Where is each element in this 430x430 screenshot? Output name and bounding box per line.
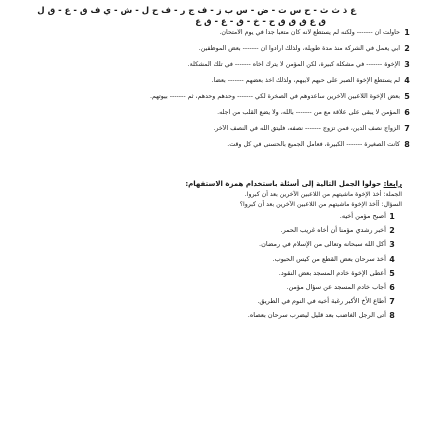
list-item — [10, 240, 414, 254]
item-number: 4 — [404, 77, 410, 85]
list-item — [10, 212, 414, 226]
model-sentence: الجملة: أخذ الإخوة ماشيتهم من اللاعبين الآخرين بعد أن كبروا. — [244, 191, 402, 198]
item-text: أعطى الإخوة خادم المسجد بعض النقود. — [278, 268, 386, 277]
list-item — [10, 29, 414, 45]
item-number: 4 — [389, 254, 395, 264]
item-number: 8 — [389, 311, 395, 321]
letter-bank — [10, 6, 414, 28]
item-number: 5 — [389, 268, 395, 278]
item-text: أصبح مؤمن أخيه. — [339, 212, 386, 220]
item-number: 8 — [404, 141, 410, 149]
list-item — [10, 255, 414, 269]
item-text: لم يستطع الإخوة الصبر على حبهم لأبيهم، ولذلك أخذ بعضهم ------- بعضا. — [211, 77, 400, 84]
item-text: أخذ سرحان بعض القطع من كيس الحبوب. — [272, 254, 386, 263]
item-number: 7 — [389, 297, 395, 307]
list-item — [10, 269, 414, 283]
item-text: بعض الإخوة اللاعبين الآخرين ساعدوهم في الصخرة لكي ------- وحدهم وحدهم، ثم ------- بيوتهم. — [149, 93, 400, 100]
item-text: أتى الرجل الغاضب بعد قليل ليضرب سرحان بعصاه. — [247, 311, 386, 320]
item-number: 1 — [389, 212, 395, 221]
item-text: الإخوة ------- في مشكلة كبيرة، لكن المؤمن لا يترك أخاه ------- في تلك المشكلة. — [187, 61, 400, 68]
exercise-2-list — [10, 212, 414, 326]
section-label: رابعا: — [383, 180, 402, 188]
model-question: السؤال: أأخذ الإخوة ماشيتهم من اللاعبين الآخرين بعد أن كبروا؟ — [239, 201, 402, 208]
list-item — [10, 311, 414, 325]
item-text: الزواج نصف الدين، فمن تزوج ------- نصفه، فليتق الله في النصف الآخر. — [213, 125, 400, 132]
list-item — [10, 226, 414, 240]
item-text: كانت الصغيرة ------- الكبيرة، فعامل الجميع بالحسنى في كل وقت. — [227, 141, 400, 148]
list-item — [10, 125, 414, 141]
item-number: 3 — [389, 240, 395, 250]
item-text: أطاع الأخ الأكبر رغبة أخيه في النوم في الطريق. — [257, 297, 386, 306]
exercise-1-list — [10, 29, 414, 157]
list-item — [10, 109, 414, 125]
item-number: 2 — [389, 226, 395, 236]
section-instruction: حولوا الجمل التالية إلى أسئلة باستخدام همزة الاستفهام: — [185, 180, 382, 188]
list-item — [10, 297, 414, 311]
item-number: 5 — [404, 93, 410, 101]
list-item — [10, 45, 414, 61]
item-text: أكل الله سبحانه وتعالى من الإسلام في رمضان. — [259, 240, 386, 249]
item-text: حاولت أن ------- ولكنه لم يستطع لأنه كان متعبا جدا في يوم الامتحان. — [219, 29, 400, 36]
item-text: أبي يعمل في الشركة منذ مدة طويلة، ولذلك أرادوا أن ------- بعض الموظفين. — [198, 45, 400, 52]
list-item — [10, 93, 414, 109]
list-item — [10, 61, 414, 77]
item-number: 6 — [404, 109, 410, 117]
list-item — [10, 141, 414, 157]
item-number: 3 — [404, 61, 410, 69]
item-number: 2 — [404, 45, 410, 53]
list-item — [10, 77, 414, 93]
item-number: 7 — [404, 125, 410, 133]
letter-bank-line-1: ع ذ ث ث - ح س ت - ض - س ب ز - ف ج ر - ف ح ل - ش - ي ف ق - ع - ق ل — [37, 6, 356, 16]
item-text: أجاب خادم المسجد عن سؤال مؤمن. — [286, 282, 386, 291]
item-text: المؤمن لا يبقى على علاقة مع من ------- بالله، ولا يضع القلب من أجله. — [217, 109, 400, 116]
item-number: 6 — [389, 282, 395, 292]
item-text: أخبر رشدي مؤمنا أن أخاه غريب الحمر. — [280, 226, 386, 235]
item-number: 1 — [404, 29, 410, 37]
exercise-2-title — [10, 179, 414, 190]
exercise-2 — [10, 179, 414, 326]
letter-bank-line-2: ق ع ق ق ق ح - خ - ق - ع - ق ع — [195, 17, 326, 27]
list-item — [10, 283, 414, 297]
